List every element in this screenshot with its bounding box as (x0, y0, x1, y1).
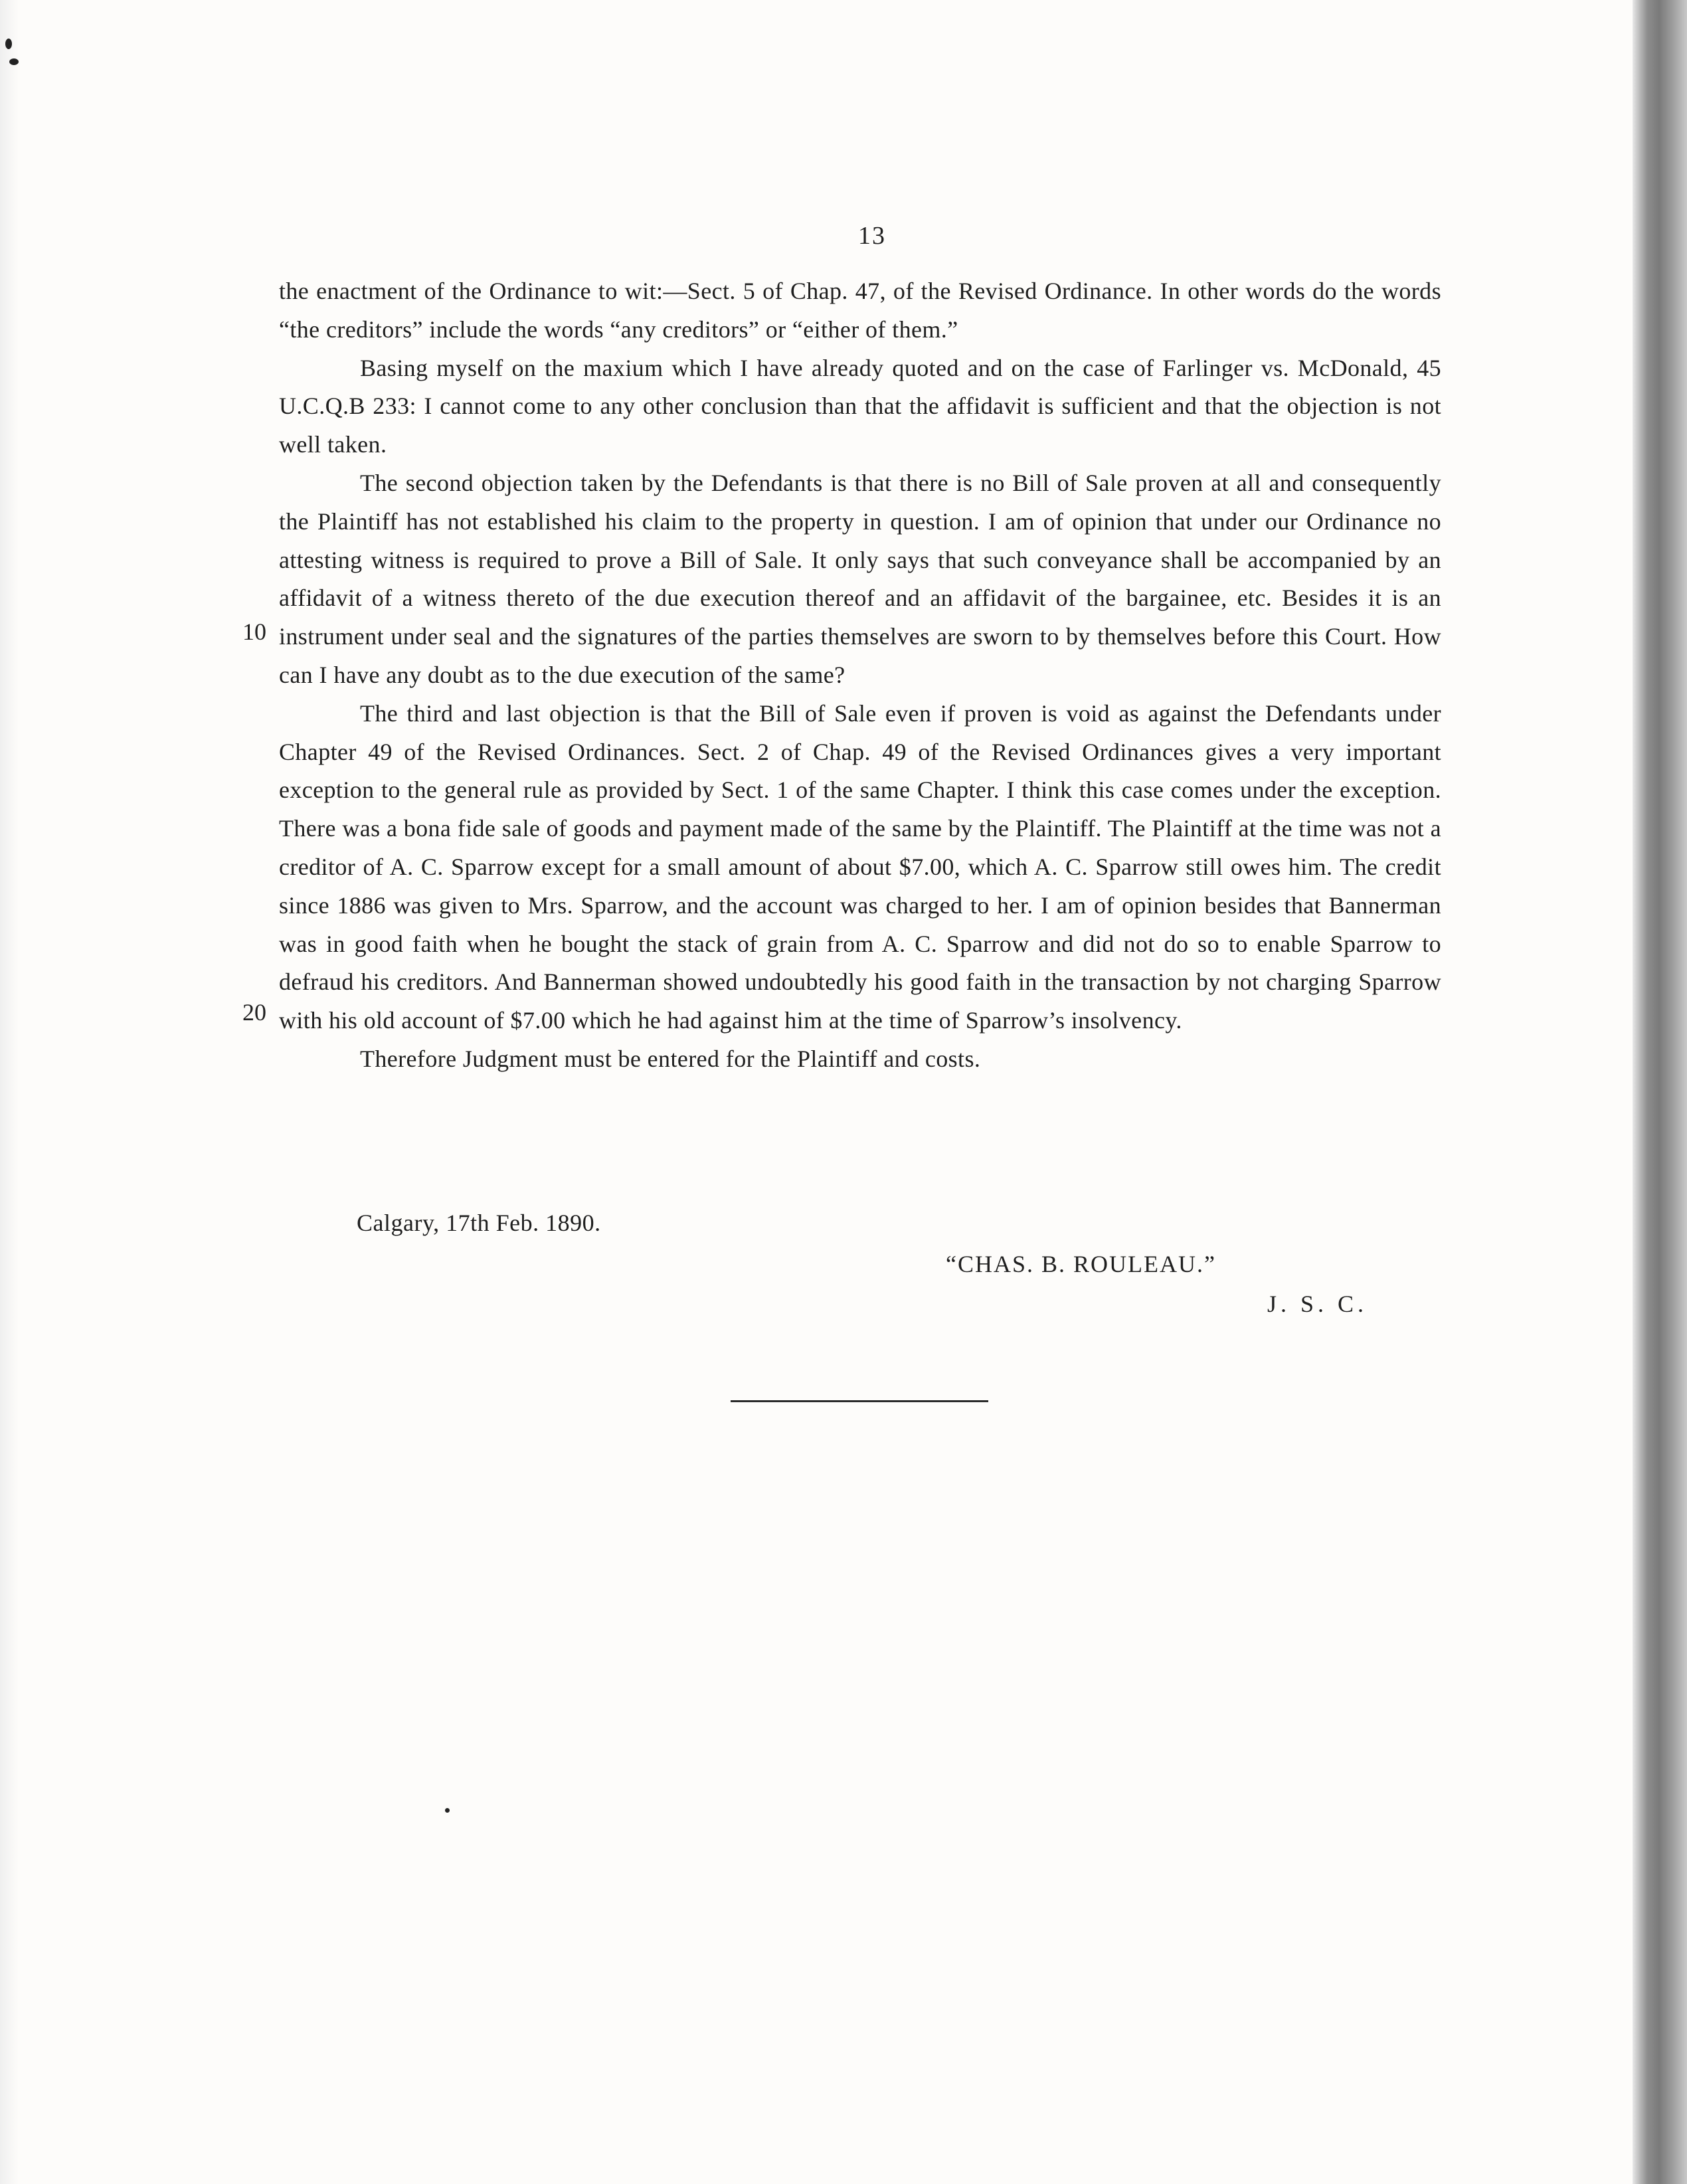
paragraph: The second objection taken by the Defendants is that there is no Bill of Sale proven at all and consequently the Plaintiff has not established his claim to the property in question. I am of opinion that under our Ordinance no attesting witness is required to prove a Bill of Sale. It only says that such conveyance shall be accompanied by an affidavit of a witness thereto of the due execution thereof and an affidavit of the bargainee, etc. Besides it is an instrument under seal and the signatures of the parties themselves are sworn to by themselves before this Court. How can I have any doubt as to the due execution of the same? (279, 469, 1441, 688)
page-number: 13 (858, 222, 886, 250)
scan-speck (9, 58, 19, 65)
scan-speck (445, 1808, 450, 1813)
paragraph: Basing myself on the maxium which I have already quoted and on the case of Farlinger vs. McDonald, 45 U.C.Q.B 233: I cannot come to any other conclusion than that the affidavit is sufficient and that the objection is not well taken. (279, 354, 1441, 458)
paragraph-continued: the enactment of the Ordinance to wit:—Sect. 5 of Chap. 47, of the Revised Ordinance. In other words do the words “the creditors” include the words “any creditors” or “either of them.” (279, 278, 1441, 343)
date-line: Calgary, 17th Feb. 1890. (357, 1210, 601, 1236)
scan-speck (5, 39, 12, 49)
judge-signature: “CHAS. B. ROULEAU.” (946, 1251, 1216, 1277)
scan-left-edge (0, 0, 19, 2184)
line-number-marker: 10 (242, 618, 266, 645)
closing-rule (731, 1400, 988, 1402)
scan-right-edge (1633, 0, 1687, 2184)
judgment-text (279, 272, 1441, 1079)
judge-title: J. S. C. (1267, 1291, 1368, 1317)
line-number-marker: 20 (242, 999, 266, 1026)
paragraph: The third and last objection is that the Bill of Sale even if proven is void as against the Defendants under Chapter 49 of the Revised Ordinances. Sect. 2 of Chap. 49 of the Revised Ordinances gives a very important exception to the general rule as provided by Sect. 1 of the same Chapter. I think this case comes under the exception. There was a bona fide sale of goods and payment made of the same by the Plaintiff. The Plaintiff at the time was not a creditor of A. C. Sparrow except for a small amount of about $7.00, which A. C. Sparrow still owes him. The credit since 1886 was given to Mrs. Sparrow, and the account was charged to her. I am of opinion besides that Bannerman was in good faith when he bought the stack of grain from A. C. Sparrow and did not do so to enable Sparrow to defraud his creditors. And Bannerman showed undoubtedly his good faith in the transaction by not charging Sparrow with his old account of $7.00 which he had against him at the time of Sparrow’s insolvency. (279, 699, 1441, 1034)
paragraph: Therefore Judgment must be entered for the Plaintiff and costs. (360, 1045, 981, 1072)
